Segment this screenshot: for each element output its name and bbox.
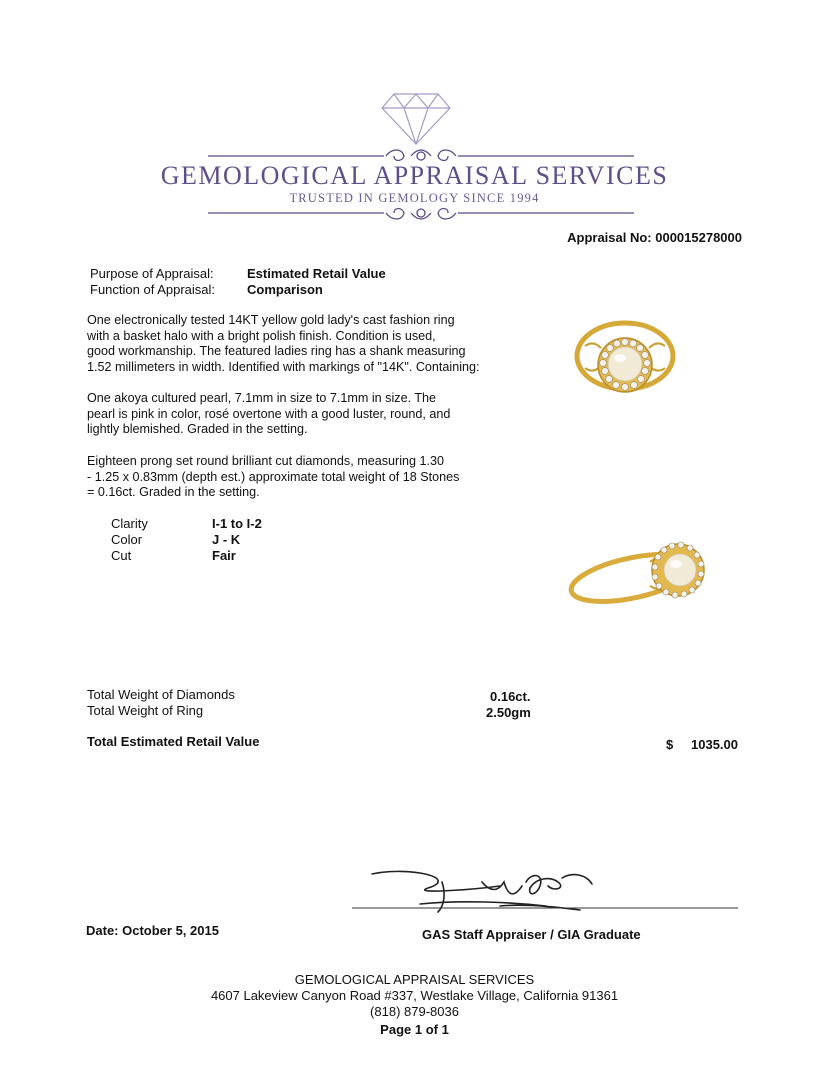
footer-address: 4607 Lakeview Canyon Road #337, Westlake Village, California 91361 bbox=[210, 988, 619, 1003]
ring-description-line: 1.52 millimeters in width. Identified with markings of "14K". Containing: bbox=[87, 359, 480, 374]
diamond-description-line: = 0.16ct. Graded in the setting. bbox=[87, 485, 260, 499]
purpose-label: Purpose of Appraisal: bbox=[90, 266, 214, 281]
grading-label-color: Color bbox=[111, 532, 143, 547]
ring-photo-side-view bbox=[560, 526, 720, 610]
diamond-description bbox=[87, 454, 459, 501]
footer-company: GEMOLOGICAL APPRAISAL SERVICES bbox=[294, 972, 535, 987]
diamond-logo-icon bbox=[380, 90, 452, 146]
appraisal-number: Appraisal No: 000015278000 bbox=[567, 230, 742, 245]
grading-value-color: J - K bbox=[212, 532, 241, 547]
total-weight-diamonds-value: 0.16ct. bbox=[490, 689, 531, 704]
total-weight-ring-label: Total Weight of Ring bbox=[87, 703, 204, 718]
appraiser-title: GAS Staff Appraiser / GIA Graduate bbox=[422, 927, 641, 942]
footer-phone: (818) 879-8036 bbox=[370, 1004, 459, 1019]
bottom-ornament-divider bbox=[206, 203, 636, 223]
pearl-description-line: One akoya cultured pearl, 7.1mm in size to 7.1mm in size. The bbox=[87, 391, 437, 405]
grading-label-cut: Cut bbox=[111, 548, 132, 563]
appraisal-date: Date: October 5, 2015 bbox=[86, 923, 219, 938]
currency-symbol: $ bbox=[666, 737, 674, 752]
ring-description-line: with a basket halo with a bright polish finish. Condition is used, bbox=[87, 328, 436, 343]
diamond-description-line: - 1.25 x 0.83mm (depth est.) approximate total weight of 18 Stones bbox=[87, 469, 460, 484]
total-retail-value-label: Total Estimated Retail Value bbox=[87, 734, 260, 749]
company-logo-title: GEMOLOGICAL APPRAISAL SERVICES bbox=[160, 161, 669, 190]
page-number: Page 1 of 1 bbox=[380, 1022, 449, 1037]
pearl-description bbox=[87, 391, 450, 438]
total-retail-value: 1035.00 bbox=[691, 737, 738, 752]
diamond-description-line: Eighteen prong set round brilliant cut diamonds, measuring 1.30 bbox=[87, 454, 445, 468]
pearl-description-line: lightly blemished. Graded in the setting. bbox=[87, 422, 308, 436]
company-logo-tagline: TRUSTED IN GEMOLOGY SINCE 1994 bbox=[289, 191, 540, 205]
grading-label-clarity: Clarity bbox=[111, 516, 148, 531]
purpose-value: Estimated Retail Value bbox=[247, 266, 386, 281]
grading-value-clarity: I-1 to I-2 bbox=[212, 516, 262, 531]
total-weight-ring-value: 2.50gm bbox=[486, 705, 531, 720]
appraiser-signature bbox=[350, 860, 740, 920]
function-label: Function of Appraisal: bbox=[90, 282, 216, 297]
grading-value-cut: Fair bbox=[212, 548, 236, 563]
ring-description-line: One electronically tested 14KT yellow gold lady's cast fashion ring bbox=[87, 313, 455, 327]
ring-photo-top-view bbox=[565, 308, 685, 416]
pearl-description-line: pearl is pink in color, rosé overtone with a good luster, round, and bbox=[87, 406, 451, 421]
ring-description bbox=[87, 313, 480, 375]
ring-description-line: good workmanship. The featured ladies ring has a shank measuring bbox=[87, 344, 466, 358]
function-value: Comparison bbox=[247, 282, 323, 297]
total-weight-diamonds-label: Total Weight of Diamonds bbox=[87, 687, 235, 702]
